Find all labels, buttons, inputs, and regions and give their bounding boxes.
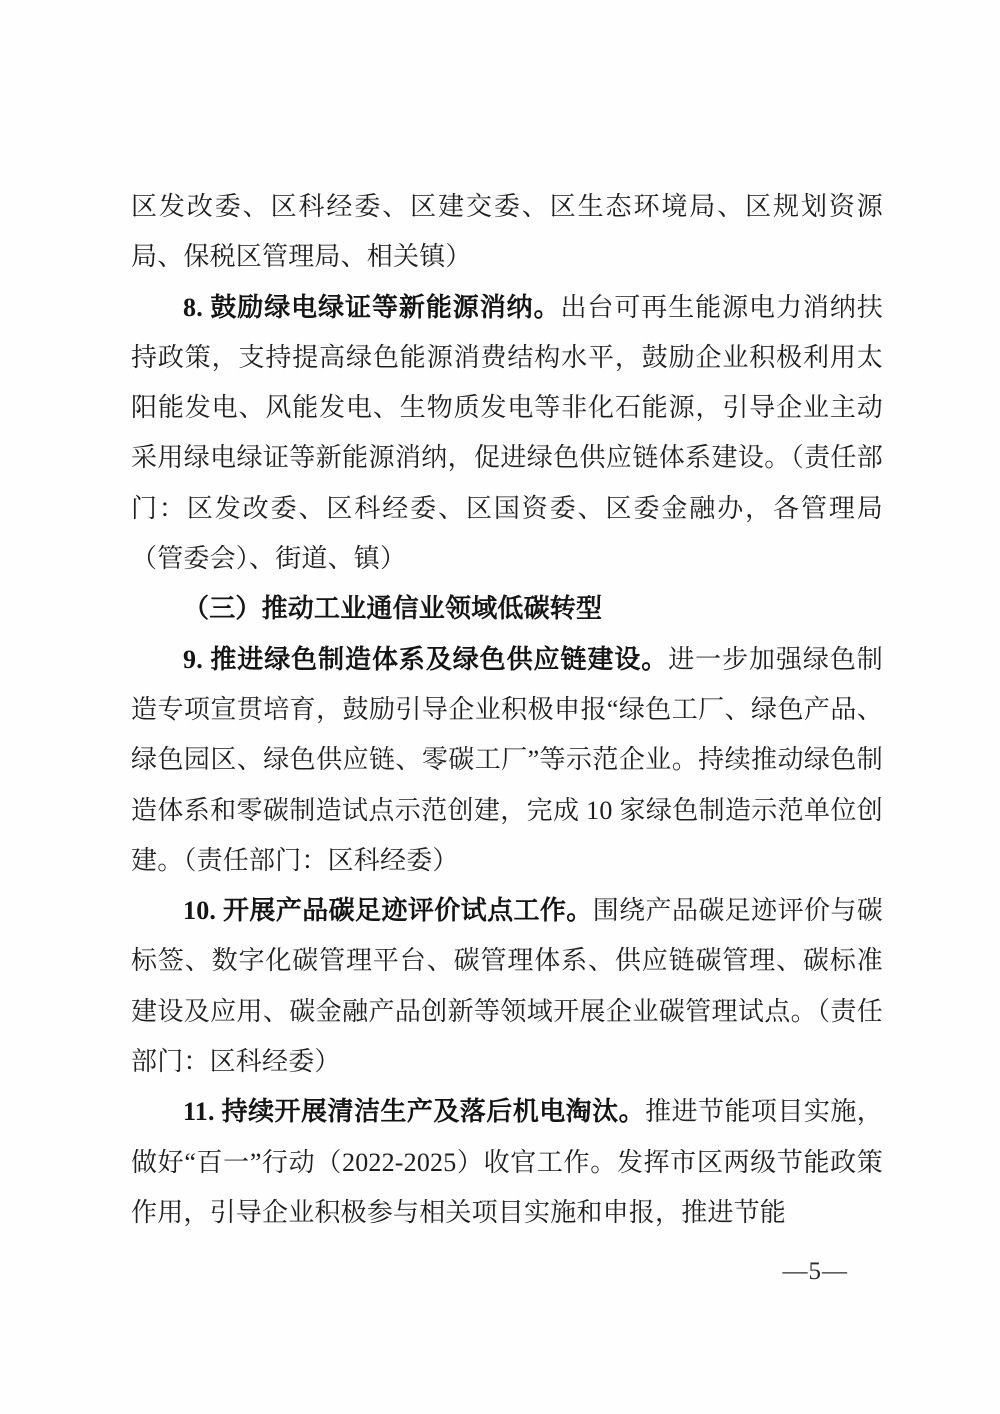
paragraph-item-11 — [131, 1087, 883, 1238]
body-text: 进一步加强绿色制造专项宣贯培育，鼓励引导企业积极申报“绿色工厂、绿色产品、绿色园区、绿色供应链、零碳工厂”等示范企业。持续推动绿色制造体系和零碳制造试点示范创建，完成 10 家绿色制造示范单位创建。（责任部门：区科经委） — [131, 644, 883, 875]
body-text: 推进节能项目实施，做好“百一”行动（2022-2025）收官工作。发挥市区两级节能政策作用，引导企业积极参与相关项目实施和申报，推进节能 — [131, 1097, 883, 1227]
item-10-lead-text: 10. 开展产品碳足迹评价试点工作。 — [183, 896, 593, 926]
item-8-lead-text: 8. 鼓励绿电绿证等新能源消纳。 — [183, 292, 561, 322]
page-footer — [0, 1252, 848, 1292]
document-body — [131, 182, 883, 1238]
section-heading-text: （三）推动工业通信业领域低碳转型 — [183, 594, 603, 624]
paragraph-continuation — [131, 182, 883, 283]
paragraph-item-9 — [131, 635, 883, 886]
body-text: 区发改委、区科经委、区建交委、区生态环境局、区规划资源局、保税区管理局、相关镇） — [131, 192, 883, 272]
body-text: 围绕产品碳足迹评价与碳标签、数字化碳管理平台、碳管理体系、供应链碳管理、碳标准建设及应用、碳金融产品创新等领域开展企业碳管理试点。（责任部门：区科经委） — [131, 896, 883, 1077]
page-number: —5— — [782, 1258, 848, 1285]
item-11-lead-text: 11. 持续开展清洁生产及落后机电淘汰。 — [183, 1097, 646, 1127]
paragraph-item-10 — [131, 886, 883, 1087]
section-heading-3 — [131, 584, 883, 634]
item-9-lead-text: 9. 推进绿色制造体系及绿色供应链建设。 — [183, 644, 669, 674]
paragraph-item-8 — [131, 283, 883, 585]
body-text: 出台可再生能源电力消纳扶持政策，支持提高绿色能源消费结构水平，鼓励企业积极利用太阳能发电、风能发电、生物质发电等非化石能源，引导企业主动采用绿电绿证等新能源消纳，促进绿色供应链体系建设。（责任部门：区发改委、区科经委、区国资委、区委金融办，各管理局（管委会）、街道、镇） — [131, 292, 883, 574]
